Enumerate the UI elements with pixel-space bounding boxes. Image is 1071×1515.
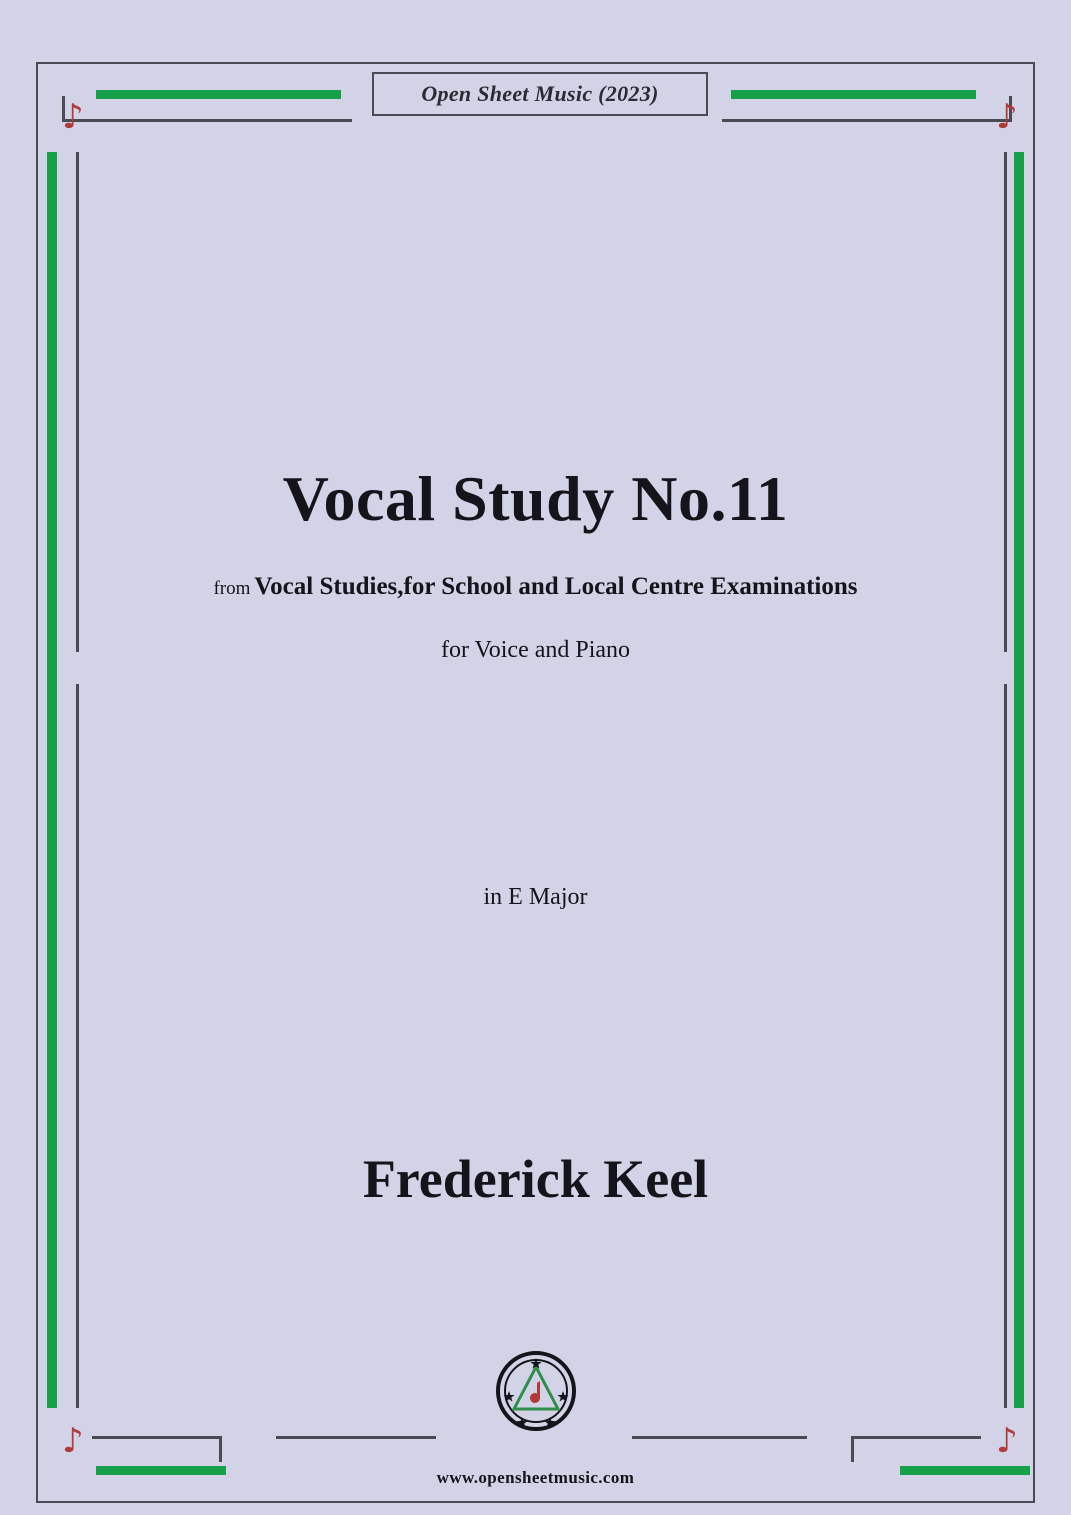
key-label: in E Major	[483, 884, 588, 910]
header-plate-label: Open Sheet Music (2023)	[421, 81, 659, 106]
left-dark-rule-lower	[76, 684, 79, 1408]
bottom-right-dark-rule	[851, 1436, 981, 1439]
page-border-frame	[36, 62, 1035, 1503]
right-dark-rule-upper	[1004, 152, 1007, 652]
bottom-left-green-bar	[96, 1466, 226, 1475]
music-note-icon-bottom-left: ♪	[62, 1421, 84, 1461]
music-note-icon-top-right: ♪	[996, 97, 1018, 137]
top-left-dark-rule	[62, 119, 352, 122]
left-green-bar	[47, 152, 57, 1408]
bottom-left-rule-cap	[219, 1436, 222, 1462]
page-title: Vocal Study No.11	[282, 463, 789, 534]
opensheetmusic-logo-icon	[496, 1351, 576, 1431]
right-dark-rule-lower	[1004, 684, 1007, 1408]
top-left-green-bar	[96, 90, 341, 99]
collection-line	[0, 573, 1071, 601]
site-url-label: www.opensheetmusic.com	[436, 1468, 635, 1487]
music-note-icon-top-left: ♪	[62, 97, 84, 137]
bottom-center-right-rule	[632, 1436, 807, 1439]
right-green-bar	[1014, 152, 1024, 1408]
from-label: from	[213, 578, 251, 599]
top-right-green-bar	[731, 90, 976, 99]
bottom-center-left-rule	[276, 1436, 436, 1439]
bottom-right-rule-cap	[851, 1436, 854, 1462]
collection-title: Vocal Studies,for School and Local Centre Examinations	[254, 573, 858, 600]
music-note-icon-bottom-right: ♪	[996, 1421, 1018, 1461]
top-right-dark-rule	[722, 119, 1012, 122]
bottom-left-dark-rule	[92, 1436, 222, 1439]
left-dark-rule-upper	[76, 152, 79, 652]
instrumentation-label: for Voice and Piano	[440, 637, 631, 663]
header-plate	[372, 72, 708, 116]
composer-name: Frederick Keel	[362, 1149, 709, 1209]
bottom-right-green-bar	[900, 1466, 1030, 1475]
